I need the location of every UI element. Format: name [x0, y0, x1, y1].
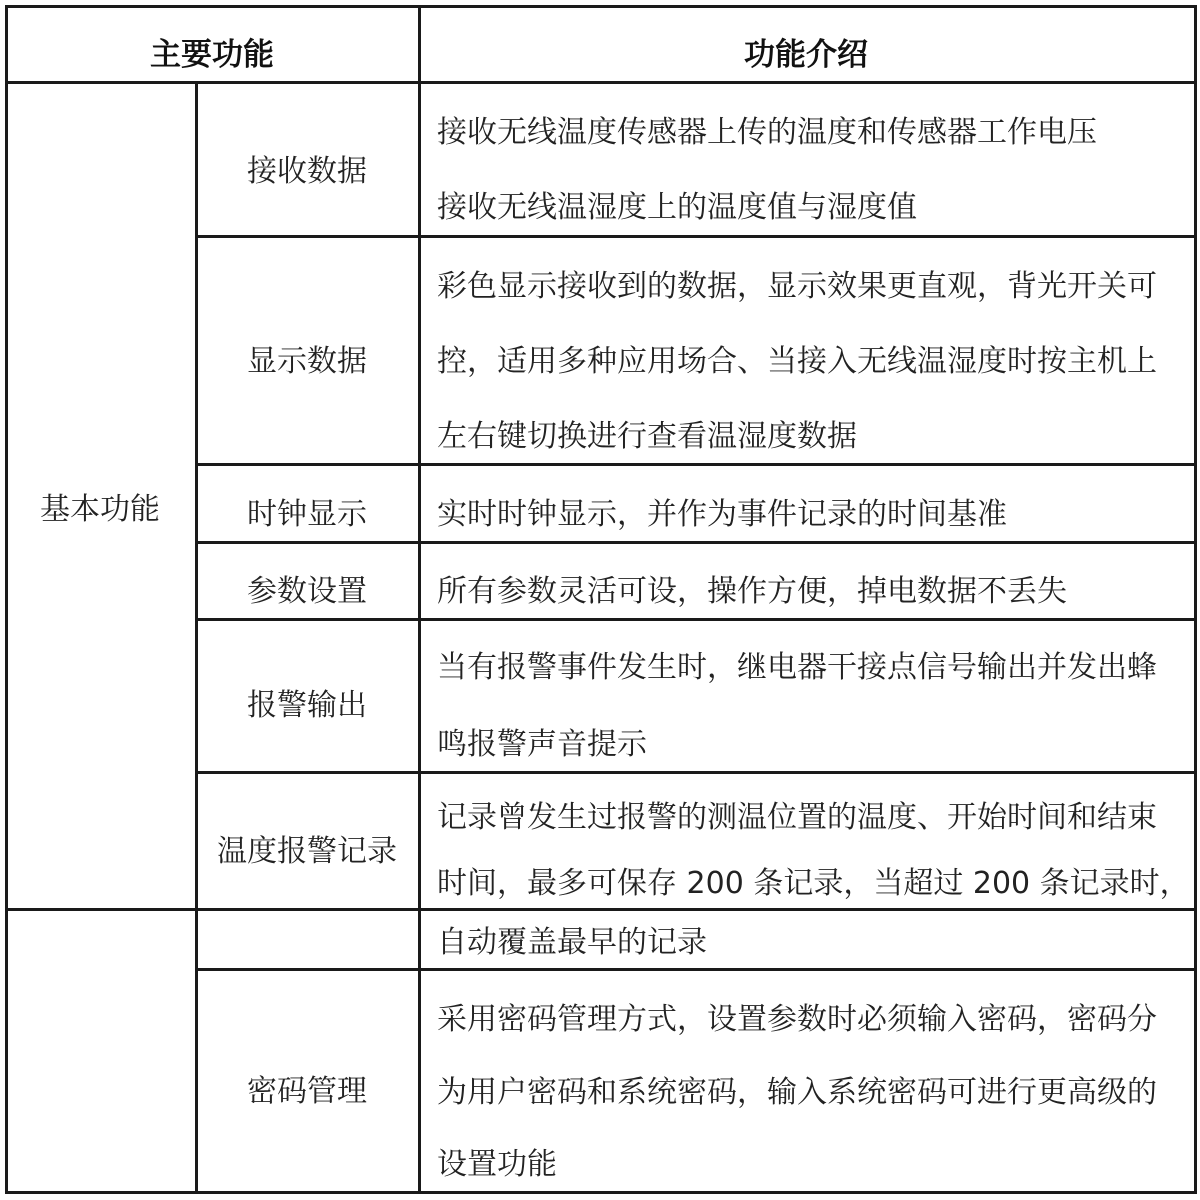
- feature-description-line: 时间，最多可保存 200 条记录，当超过 200 条记录时，: [437, 866, 1190, 901]
- feature-description-line: 为用户密码和系统密码，输入系统密码可进行更高级的: [437, 1075, 1157, 1110]
- feature-name-clock-display: 时钟显示: [247, 497, 367, 532]
- header-function-description: 功能介绍: [744, 37, 868, 73]
- header-divider: [5, 81, 1197, 84]
- feature-description-line: 接收无线温度传感器上传的温度和传感器工作电压: [437, 115, 1097, 150]
- row-divider: [195, 618, 1197, 621]
- feature-description-line: 彩色显示接收到的数据，显示效果更直观，背光开关可: [437, 269, 1157, 304]
- feature-description-line: 左右键切换进行查看温湿度数据: [437, 419, 857, 454]
- feature-name-temperature-alarm-record: 温度报警记录: [217, 834, 397, 869]
- feature-name-alarm-output: 报警输出: [247, 688, 367, 723]
- header-main-function: 主要功能: [150, 37, 274, 73]
- feature-description-line: 所有参数灵活可设，操作方便，掉电数据不丢失: [437, 574, 1067, 609]
- table-border-bottom: [5, 1191, 1197, 1194]
- category-label: 基本功能: [40, 492, 160, 527]
- feature-name-password-management: 密码管理: [247, 1074, 367, 1109]
- table-border-top: [5, 5, 1197, 8]
- feature-description-line: 设置功能: [437, 1147, 557, 1182]
- category-divider: [195, 81, 198, 1194]
- feature-name-parameter-settings: 参数设置: [247, 574, 367, 609]
- feature-description-line: 自动覆盖最早的记录: [437, 925, 707, 960]
- column-divider: [418, 5, 421, 1194]
- feature-description-line: 采用密码管理方式，设置参数时必须输入密码，密码分: [437, 1002, 1157, 1037]
- table-border-right: [1194, 5, 1197, 1194]
- row-divider: [195, 968, 1197, 971]
- row-divider: [195, 541, 1197, 544]
- table-border-left: [5, 5, 8, 1194]
- feature-description-line: 当有报警事件发生时，继电器干接点信号输出并发出蜂: [437, 650, 1157, 685]
- feature-description-line: 记录曾发生过报警的测温位置的温度、开始时间和结束: [437, 800, 1157, 835]
- page-break-divider: [5, 908, 1197, 911]
- row-divider: [195, 463, 1197, 466]
- feature-description-line: 实时时钟显示，并作为事件记录的时间基准: [437, 497, 1007, 532]
- feature-name-receive-data: 接收数据: [247, 154, 367, 189]
- feature-description-line: 鸣报警声音提示: [437, 727, 647, 762]
- feature-name-display-data: 显示数据: [247, 344, 367, 379]
- feature-description-line: 控，适用多种应用场合、当接入无线温湿度时按主机上: [437, 344, 1157, 379]
- feature-description-line: 接收无线温湿度上的温度值与湿度值: [437, 190, 917, 225]
- row-divider: [195, 235, 1197, 238]
- row-divider: [195, 771, 1197, 774]
